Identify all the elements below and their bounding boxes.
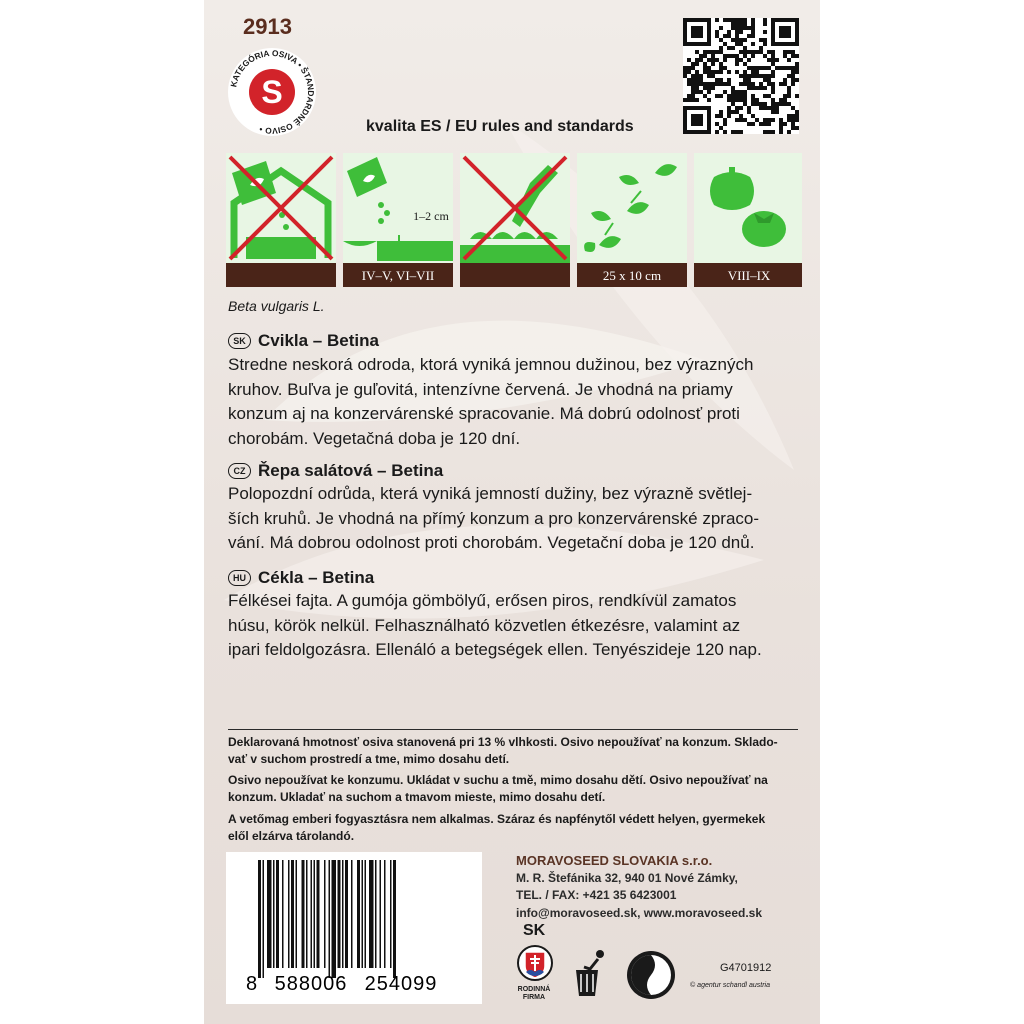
legal-notice-sk — [228, 734, 798, 768]
section-hu-text — [228, 589, 796, 663]
barcode-group-1: 588006 — [274, 973, 348, 995]
product-code: 2913 — [243, 14, 292, 39]
spacing-label: 25 x 10 cm — [602, 268, 662, 283]
slovak-family-firm-icon — [516, 940, 554, 986]
cultivation-icons — [226, 153, 802, 287]
legal-line: A vetőmag emberi fogyasztásra nem alkalmas. Száraz és napfénytől védett helyen, gyermekek — [228, 812, 766, 826]
text-line: Stredne neskorá odroda, ktorá vyniká jemnou dužinou, bez výrazných — [228, 355, 754, 374]
section-cz-heading — [228, 461, 443, 481]
qr-code[interactable] — [683, 18, 799, 134]
text-line: ších kruhů. Je vhodná na přímý konzum a pro konzervárenské zpraco- — [228, 508, 760, 528]
family-firm-label — [512, 986, 556, 1002]
text-line: húsu, körök nelkül. Felhasználható közvetlen étkezésre, valamint az — [228, 615, 741, 635]
sowing-depth-label: 1–2 cm — [413, 209, 449, 223]
agency-country: austria — [749, 982, 771, 989]
barcode-group-2: 254099 — [364, 973, 438, 995]
section-title: Cékla – Betina — [258, 568, 375, 587]
greenhouse-sowing-icon — [226, 153, 336, 287]
harvest-icon — [694, 153, 802, 287]
legal-notice-hu — [228, 811, 798, 845]
section-sk-text — [228, 353, 796, 451]
seed-category-badge — [226, 46, 318, 138]
firma-line: FIRMA — [522, 994, 546, 1001]
badge-letter: S — [261, 74, 283, 110]
company-web[interactable]: info@moravoseed.sk, www.moravoseed.sk — [516, 905, 763, 920]
section-cz-text — [228, 482, 796, 556]
copyright-icon: © — [690, 982, 696, 989]
badge-ring-text: KATEGÓRIA OSIVA • ŠTANDARDNÉ OSIVO • — [228, 47, 317, 137]
language-code-badge: HU — [228, 570, 251, 586]
transplanting-icon — [460, 153, 570, 287]
divider — [228, 729, 798, 730]
company-info — [516, 852, 762, 922]
trash-bin-icon — [572, 948, 612, 998]
quality-text: kvalita ES / EU rules and standards — [366, 118, 634, 135]
text-line: Félkései fajta. A gumója gömbölyű, erősen piros, rendkívül zamatos — [228, 591, 737, 610]
barcode[interactable] — [226, 852, 482, 1004]
section-sk-heading — [228, 331, 379, 351]
company-address: M. R. Štefánika 32, 940 01 Nové Zámky, — [516, 870, 738, 885]
harvest-months-label: VIII–IX — [727, 268, 771, 283]
text-line: konzum aj na konzervárenské spracovanie. Má dobrú odolnosť proti — [228, 404, 740, 423]
sk-label: SK — [523, 922, 546, 939]
legal-line: elől elzárva tárolandó. — [228, 829, 355, 843]
text-line: vání. Má dobrou odolnost proti chorobám. Vegetační doba je 120 dnů. — [228, 533, 755, 552]
text-line: ipari feldolgozásra. Ellenáló a betegségek ellen. Tenyészideje 120 nap. — [228, 640, 762, 659]
latin-name: Beta vulgaris L. — [228, 298, 325, 314]
text-line: Polopozdní odrůda, která vyniká jemností dužiny, bez výrazně světlej- — [228, 484, 753, 503]
company-name: MORAVOSEED SLOVAKIA s.r.o. — [516, 853, 713, 868]
legal-line: vať v suchom prostredí a tme, mimo dosahu detí. — [228, 752, 510, 766]
section-hu-heading — [228, 568, 374, 588]
barcode-first-digit: 8 — [246, 973, 258, 995]
agency-credit — [690, 982, 770, 989]
text-line: chorobám. Vegetačná doba je 120 dní. — [228, 428, 521, 448]
firma-line: RODINNÁ — [517, 986, 551, 993]
text-line: kruhov. Buľva je guľovitá, intenzívne červená. Je vhodná na priamy — [228, 379, 733, 399]
language-code-badge: SK — [228, 333, 251, 349]
sowing-months-label: IV–V, VI–VII — [361, 268, 435, 283]
print-code: G4701912 — [720, 962, 772, 974]
recycling-green-dot-icon — [626, 950, 676, 1000]
spacing-icon — [577, 153, 687, 287]
barcode-bars — [226, 852, 482, 1004]
agency-name: agentur schandl — [697, 982, 747, 989]
section-title: Cvikla – Betina — [258, 331, 379, 350]
legal-line: Deklarovaná hmotnosť osiva stanovená pri 13 % vlhkosti. Osivo nepoužívať na konzum. Sklado- — [228, 735, 778, 749]
company-phone: TEL. / FAX: +421 35 6423001 — [516, 888, 677, 902]
section-title: Řepa salátová – Betina — [258, 461, 444, 480]
legal-notice-cz — [228, 772, 798, 806]
legal-line: konzum. Ukladať na suchom a tmavom mieste, mimo dosahu detí. — [228, 790, 606, 804]
language-code-badge: CZ — [228, 463, 251, 479]
legal-line: Osivo nepoužívat ke konzumu. Ukládat v suchu a tmě, mimo dosahu dětí. Osivo nepoužívať na — [228, 773, 768, 787]
